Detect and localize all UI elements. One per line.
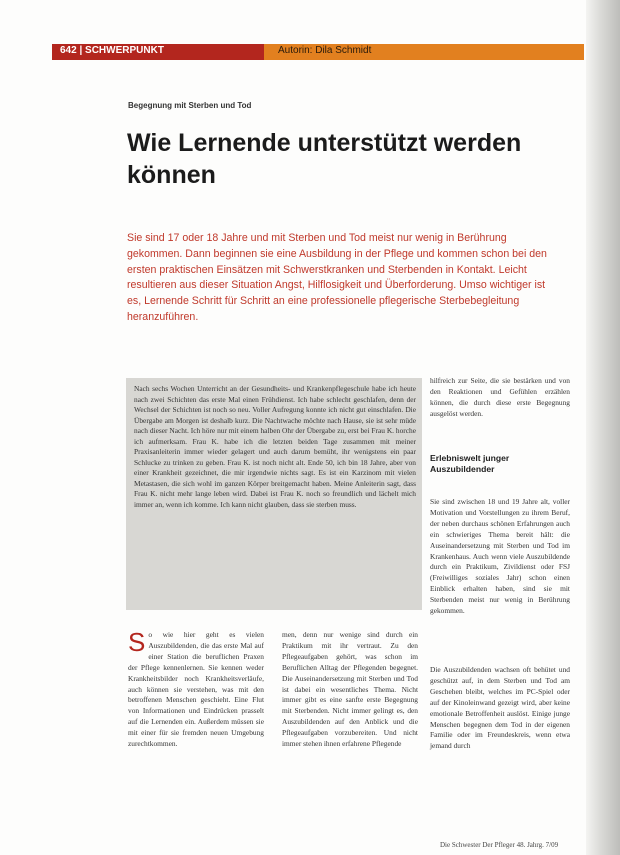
body-column-2: men, denn nur wenige sind durch ein Praktikum mit ihr vertraut. Zu den Pflegeaufgaben gehört, was schon im Beruflichen Alltag der Pflegenden begegnet. Die Auseinandersetzung mit Sterben und Tod ist dabei ein wesentliches Thema. Nicht immer gibt es eine sanfte erste Begegnung mit Sterbenden. Nicht immer gelingt es, den Auszubildenden auf den Anblick und die Pflegeaufgaben vorzubereiten. Und nicht immer stehen ihnen erfahrene Pflegende — [282, 630, 418, 749]
page-footer: Die Schwester Der Pfleger 48. Jahrg. 7/09 — [440, 841, 559, 849]
body-column-1-text: o wie hier geht es vielen Auszubildenden, die das erste Mal auf einer Station die beruflichen Praxen der Pflege kennenlernen. Sie kennen weder Krankheitsbilder noch Krankheitsverläufe, auch können sie verstehen, was mit den betroffenen Menschen geschieht. Eine Flut von Informationen und Eindrücken prasselt auf die Lernenden ein. Außerdem müssen sie mit einer für sie fremden neuen Umgebung zurechtkommen. — [128, 630, 264, 749]
lead-paragraph: Sie sind 17 oder 18 Jahre und mit Sterben und Tod meist nur wenig in Berührung gekommen. Dann beginnen sie eine Ausbildung in der Pflege und kommen schon bei den ersten praktischen Einsätzen mit Schwerstkranken und Sterbenden in Kontakt. Leicht resultieren aus dieser Situation Angst, Hilflosigkeit und Überforderung. Umso wichtiger ist es, Lernende Schritt für Schritt an eine professionelle pflegerische Sterbebegleitung heranzuführen. — [127, 232, 547, 323]
body-column-3-bottom: Die Auszubildenden wachsen oft behütet und geschützt auf, in dem Sterben und Tod am Geschehen bleibt, welches im PC-Spiel oder auf der Kinoleinwand gezeigt wird, aber keine emotionale Betroffenheit auslöst. Einige junge Menschen begegnen dem Tod in der eigenen Familie oder im Freundeskreis, wenn etwa jemand durch — [430, 665, 570, 751]
body-column-3-middle: Sie sind zwischen 18 und 19 Jahre alt, voller Motivation und Vorstellungen zu ihrem Beruf, der neben durchaus schönen Erfahrungen auch ein schwieriges Thema bereit hält: die Auseinandersetzung mit Sterben und Tod im Krankenhaus. Auch wenn viele Auszubildende durch ein Praktikum, Zivildienst oder FSJ (Freiwilliges soziales Jahr) schon einen Einblick erhalten haben, sind sie mit Sterbenden meist nur wenig in Berührung gekommen. — [430, 497, 570, 616]
body-column-1 — [128, 627, 264, 750]
section-label: 642 | SCHWERPUNKT — [60, 45, 164, 56]
case-story-box — [126, 378, 422, 610]
section-header — [52, 44, 264, 60]
body-column-3-top: hilfreich zur Seite, die sie bestärken und von den Reaktionen und Gefühlen erzählen können, die durch diese erste Begegnung ausgelöst werden. — [430, 376, 570, 418]
author-label: Autorin: Dila Schmidt — [278, 45, 372, 56]
dropcap: S — [128, 627, 146, 657]
page-spine — [586, 0, 620, 855]
kicker: Begegnung mit Sterben und Tod — [128, 101, 252, 110]
author-header — [264, 44, 584, 60]
article-title: Wie Lernende unterstützt werden können — [127, 129, 522, 189]
case-story-text: Nach sechs Wochen Unterricht an der Gesundheits- und Krankenpflegeschule habe ich heute nach zwei Schichten das erste Mal einen Frühdienst. Ich habe schlecht geschlafen, denn der Wechsel der Schichten ist noch so neu. Voller Aufregung konnte ich nicht gut einschlafen. Die Übergabe am Morgen ist deshalb kurz. Die Nachtwache möchte nach Hause, sie ist sehr müde nach dieser Nacht. Ich höre nur mit einem halben Ohr der Übergabe zu, erst bei Frau K. horche ich aufmerksam. Frau K. habe ich die letzten beiden Tage zusammen mit meiner Praxisanleiterin immer wieder gelagert und auch darum bemüht, ihr wenigstens ein paar Schlucke zu trinken zu geben. Frau K. ist noch nicht alt. Ende 50, ich bin 18 Jahre, aber von einer Krankheit gezeichnet, die mir irgendwie nichts sagt. Es ist ein Karzinom mit vielen Metastasen, die sich wohl im ganzen Körper breitgemacht haben. Meine Anleiterin sagt, dass Frau K. nicht mehr lange leben wird. Dabei ist Frau K. noch so freundlich und lächelt mich immer an, wenn ich komme. Ich kann nicht glauben, dass sie sterben muss. — [134, 384, 416, 509]
subheading: Erlebniswelt junger Auszubildender — [430, 453, 510, 474]
